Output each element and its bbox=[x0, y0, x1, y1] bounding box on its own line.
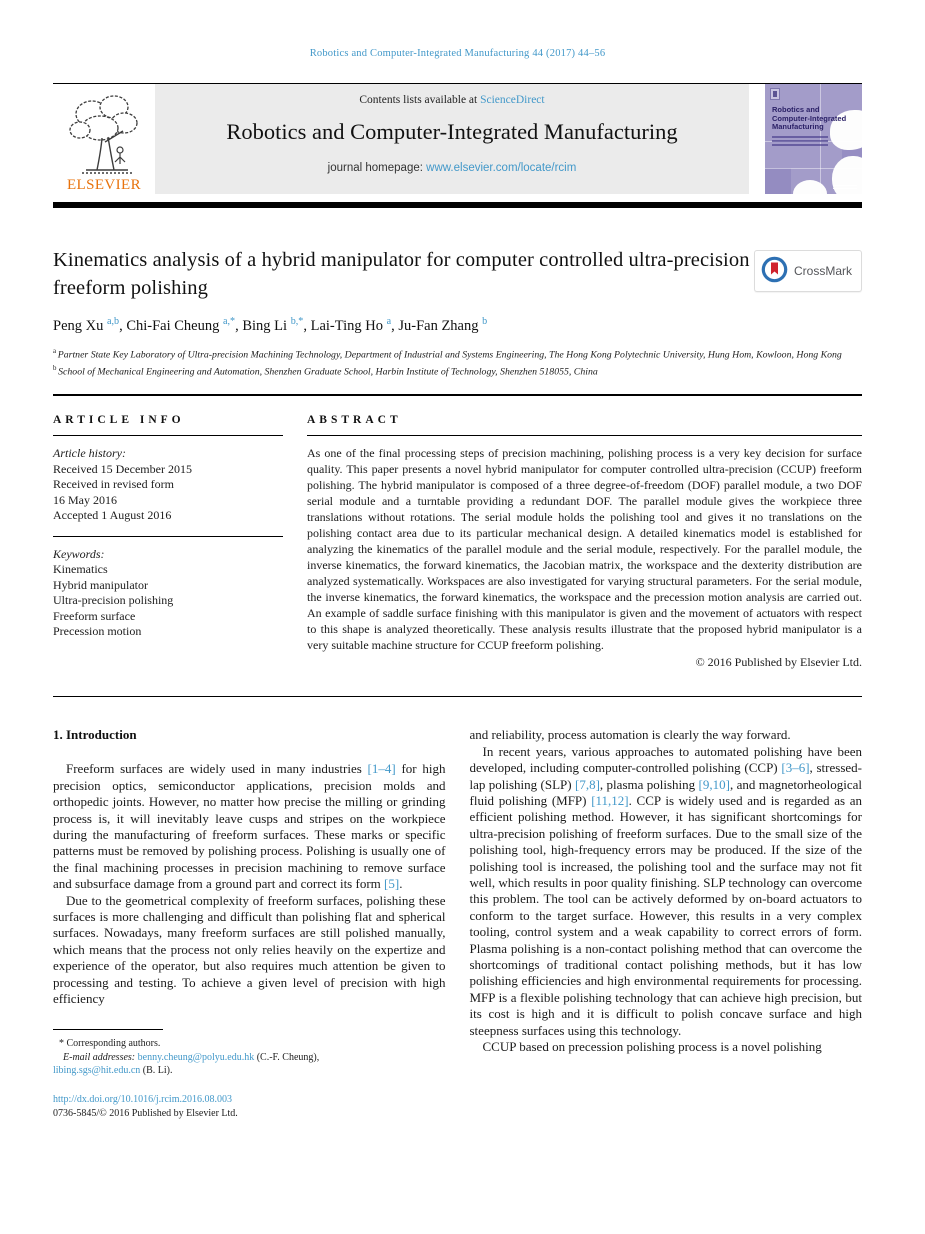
footnote-rule bbox=[53, 1029, 163, 1030]
crossmark-label: CrossMark bbox=[793, 264, 852, 278]
text-segment: Partner State Key Laboratory of Ultra-precision Machining Technology, Department of Industrial and Systems Engineering, The Hong Kong Polytechnic University, Hung Hom, Kowloon, Hong Kong bbox=[57, 349, 842, 361]
text-segment: Peng Xu bbox=[53, 317, 107, 334]
journal-cover-thumbnail[interactable] bbox=[765, 84, 862, 194]
abstract-column bbox=[307, 398, 862, 670]
affiliation-a bbox=[53, 345, 862, 362]
text-segment: In recent years, various approaches to automated polishing have been developed, including computer-controlled polishing (CCP) bbox=[469, 743, 862, 776]
article-title: Kinematics analysis of a hybrid manipulator for computer controlled ultra-precision freeform polishing bbox=[53, 249, 750, 299]
abstract-bottom-rule bbox=[53, 696, 862, 697]
doi-block bbox=[53, 1093, 446, 1121]
intro-paragraph-1 bbox=[53, 761, 446, 892]
text-line: Ultra-precision polishing bbox=[53, 593, 174, 608]
abstract-copyright: © 2016 Published by Elsevier Ltd. bbox=[695, 655, 862, 670]
intro-paragraph-4: CCUP based on precession polishing process is a novel polishing bbox=[482, 1039, 822, 1055]
email-addresses-line-1 bbox=[53, 1051, 446, 1065]
text-segment: . bbox=[399, 876, 403, 892]
email-addresses-line-2 bbox=[53, 1064, 446, 1078]
text-segment: for high precision optics, semiconductor applications, precision molds and orthopedic joints. However, no matter how precise the milling or grinding process is, it will inevitably leave cusps and stripes on the workpiece during the manufacturing of freeform surfaces. These marks or specific patterns must be removed by polishing process. Polishing is usually one of the final machining processes in precision machining to remove surface and subsurface damage from a ground part and correct its form bbox=[53, 761, 446, 892]
running-head-citation: Robotics and Computer-Integrated Manufacturing 44 (2017) 44–56 bbox=[309, 48, 606, 59]
journal-header bbox=[53, 84, 862, 194]
inline-link[interactable]: benny.cheung@polyu.edu.hk bbox=[137, 1051, 255, 1063]
cover-shape bbox=[765, 168, 791, 194]
inline-link[interactable]: [11,12] bbox=[591, 792, 629, 808]
cover-grid-line bbox=[765, 168, 862, 169]
text-segment: , Chi-Fai Cheung bbox=[119, 317, 223, 334]
cover-shape bbox=[793, 180, 827, 194]
text-segment: a bbox=[386, 316, 392, 327]
intro-paragraph-3 bbox=[470, 744, 863, 1039]
body-column-right bbox=[470, 727, 863, 1121]
cover-journal-title: Robotics and Computer-Integrated Manufacturing bbox=[772, 105, 847, 131]
journal-title: Robotics and Computer-Integrated Manufacturing bbox=[226, 119, 678, 144]
author-list bbox=[53, 316, 862, 335]
text-segment: School of Mechanical Engineering and Automation, Shenzhen Graduate School, Harbin Institute of Technology, Shenzhen 518055, China bbox=[58, 365, 598, 377]
article-info-heading: ARTICLE INFO bbox=[53, 414, 185, 427]
affiliation-b bbox=[53, 362, 862, 379]
inline-link[interactable]: [7,8] bbox=[575, 776, 600, 792]
section-heading-introduction: 1. Introduction bbox=[53, 727, 137, 743]
text-segment: a,b bbox=[106, 316, 120, 327]
text-segment: , and magnetorheological fluid polishing (MFP) bbox=[469, 776, 862, 808]
text-line: Kinematics bbox=[53, 562, 108, 577]
contents-prefix: Contents lists available at bbox=[359, 94, 481, 106]
crossmark-icon bbox=[761, 256, 788, 286]
header-thick-rule bbox=[53, 202, 862, 208]
article-history-lines bbox=[53, 462, 283, 524]
text-segment: . CCP is widely used and is regarded as an efficient polishing method. However, it has significant shortcomings for ultra-precision polishing of freeform surfaces. Due to the small size of the polishing tool, high-frequency errors may be produced. If the size of the polishing tool is increased, the polishing tool and the surface may not fit well, which results in poor quality finishing. SLP technology can overcome this problem. The tool can be actively deformed by on-board actuators to conform to the target surface. However, this results in a very complex tooling, control system and a weak capability to correct errors of form. Plasma polishing is a non-contact polishing method that can overcome the shortcomings of traditional contact polishing methods, but it has low polishing efficiencies and high environmental requirements for processing. MFP is a flexible polishing technology that can achieve high precision, but its cost is high and it is difficult to polish concave surface and high steepness surfaces using this technology. bbox=[469, 792, 863, 1038]
keywords-list bbox=[53, 562, 283, 640]
text-segment: a bbox=[53, 347, 58, 355]
inline-link[interactable]: [1–4] bbox=[367, 761, 396, 777]
text-line: Precession motion bbox=[53, 624, 142, 639]
text-segment: b bbox=[482, 316, 488, 327]
corresponding-authors-note: * Corresponding authors. bbox=[59, 1038, 161, 1050]
body-column-left bbox=[53, 727, 446, 1121]
text-line: Freeform surface bbox=[53, 608, 136, 623]
text-segment: , stressed-lap polishing (SLP) bbox=[469, 760, 862, 792]
abstract-text: As one of the final processing steps of precision machining, polishing process is a very key decision for surface quality. This paper presents a novel hybrid manipulator for computer controlled ultra-precision (CCUP) freeform polishing. The hybrid manipulator is composed of a three degree-of-freedom (DOF) parallel module, a two DOF serial module and a turntable providing a redundant DOF. The parallel module gives the workpiece three translations without rotations. The serial module holds the polishing tool and gives it no translations on the polishing contact area due to its particular mechanical design. A detailed kinematics model is established for analyzing the kinematics of the parallel module and the serial module, respectively. For the parallel module, the inverse kinematics, the forward kinematics, the Jacobian matrix, the workspace and the dexterity distribution are analyzed systematically. Workspaces are also investigated for varying structural parameters. For the serial module, the inverse kinematics, the forward kinematics, the workspace and the precession motion analysis are carried out. An example of saddle surface finishing with this manipulator is given and the movement of actuators with respect to this shape is analyzed theoretically. These analysis results illustrate that the proposed hybrid manipulator is a very suitable machine structure for CCUP freeform polishing. bbox=[307, 446, 862, 653]
text-line: Accepted 1 August 2016 bbox=[53, 508, 172, 523]
introduction-section bbox=[53, 727, 862, 1121]
elsevier-tree-icon bbox=[62, 88, 146, 179]
intro-paragraph-2: Due to the geometrical complexity of freeform surfaces, polishing these surfaces is more challenging and difficult than polishing flat and spherical surfaces. Nowadays, many freeform surfaces are still polished manually, which means that the process not only relies heavily on the expertize and experience of the operator, but also requires much attention be given to processing and testing. To achieve a given level of precision with high efficiency bbox=[53, 892, 446, 1007]
keywords-label: Keywords: bbox=[53, 546, 105, 561]
elsevier-logo[interactable] bbox=[53, 84, 155, 194]
text-segment: b,* bbox=[290, 316, 304, 327]
text-segment: , Ju-Fan Zhang bbox=[391, 317, 483, 334]
cover-elsevier-mini-logo bbox=[770, 88, 780, 100]
abstract-heading: ABSTRACT bbox=[307, 414, 402, 427]
text-segment: (B. Li). bbox=[140, 1065, 173, 1077]
article-info-column bbox=[53, 398, 283, 670]
text-line: 16 May 2016 bbox=[53, 492, 117, 507]
cover-footer-lines bbox=[833, 183, 857, 189]
issn-copyright-line: 0736-5845/© 2016 Published by Elsevier Ltd. bbox=[53, 1107, 238, 1119]
text-line: Hybrid manipulator bbox=[53, 577, 148, 592]
text-line: Received 15 December 2015 bbox=[53, 461, 192, 476]
text-segment: Freeform surfaces are widely used in many industries bbox=[66, 761, 368, 777]
sciencedirect-link[interactable]: ScienceDirect bbox=[480, 94, 545, 106]
text-segment: (C.-F. Cheung), bbox=[254, 1051, 320, 1063]
homepage-prefix: journal homepage: bbox=[327, 162, 427, 174]
text-segment: , plasma polishing bbox=[599, 776, 699, 792]
text-segment: E-mail addresses: bbox=[63, 1051, 138, 1063]
contents-list-line bbox=[155, 94, 749, 106]
inline-link[interactable]: [5] bbox=[384, 876, 400, 892]
crossmark-badge[interactable] bbox=[754, 250, 862, 292]
affiliations bbox=[53, 345, 862, 379]
text-segment: a,* bbox=[223, 316, 236, 327]
text-segment: , Bing Li bbox=[235, 317, 291, 334]
cover-subtitle-lines bbox=[772, 136, 828, 148]
elsevier-wordmark: ELSEVIER bbox=[66, 177, 142, 193]
inline-link[interactable]: [9,10] bbox=[698, 776, 730, 792]
journal-homepage-link[interactable]: www.elsevier.com/locate/rcim bbox=[426, 162, 577, 174]
text-segment: b bbox=[53, 364, 59, 372]
journal-homepage-line bbox=[155, 162, 749, 174]
journal-banner bbox=[155, 84, 749, 194]
inline-link[interactable]: libing.sgs@hit.edu.cn bbox=[53, 1065, 141, 1077]
doi-link[interactable]: http://dx.doi.org/10.1016/j.rcim.2016.08.003 bbox=[53, 1093, 232, 1105]
intro-paragraph-2-continued: and reliability, process automation is clearly the way forward. bbox=[469, 727, 791, 743]
article-history-label: Article history: bbox=[53, 446, 126, 461]
footnote-block bbox=[53, 1029, 446, 1121]
inline-link[interactable]: [3–6] bbox=[781, 760, 810, 776]
text-segment: , Lai-Ting Ho bbox=[303, 317, 387, 334]
text-line: Received in revised form bbox=[53, 477, 174, 492]
section-divider bbox=[53, 394, 862, 396]
